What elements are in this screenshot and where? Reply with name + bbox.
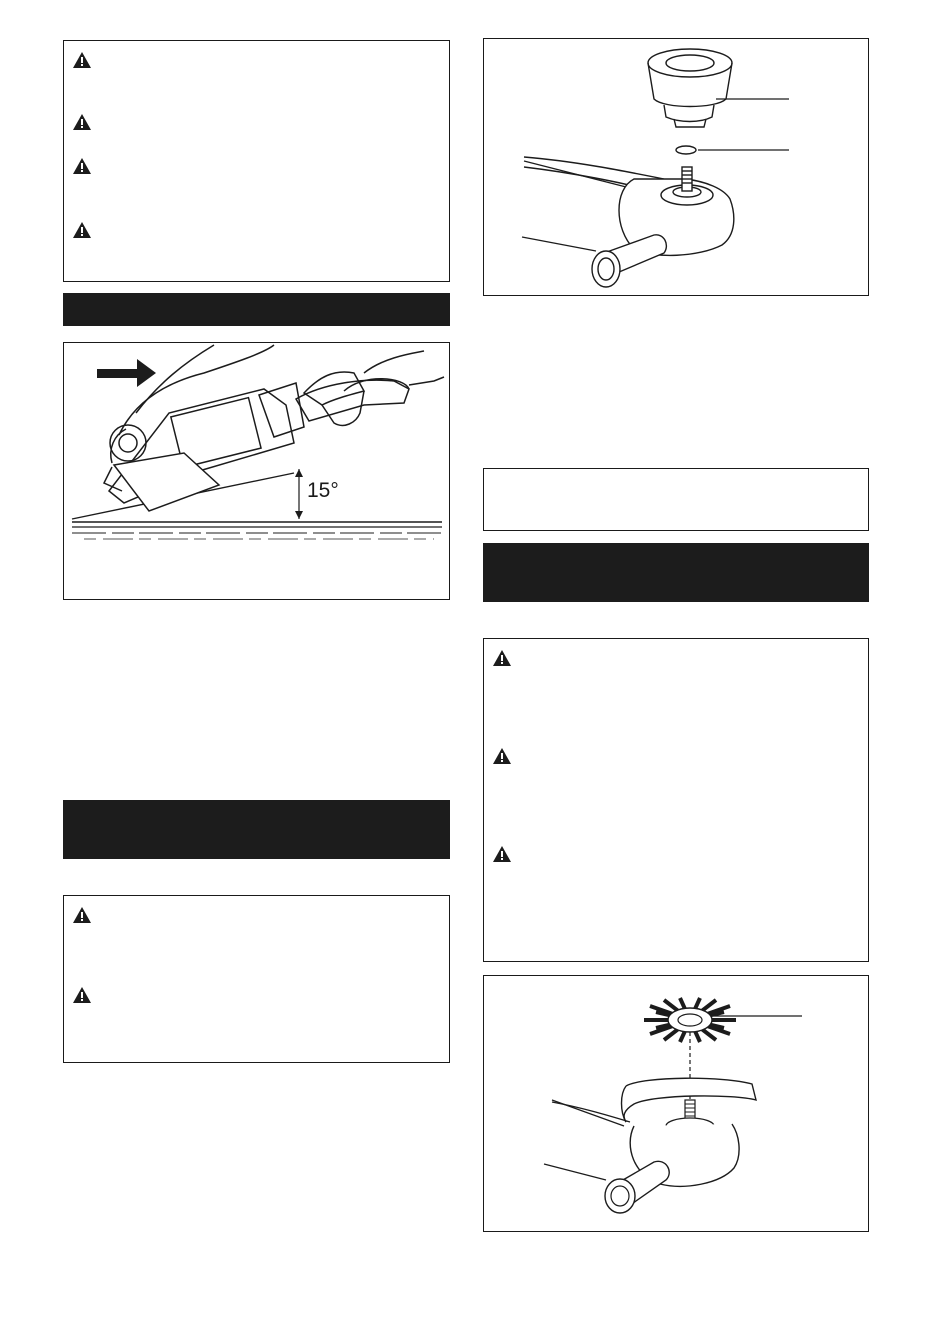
warning-triangle-icon — [72, 986, 92, 1004]
wire-wheel-illustration — [484, 976, 868, 1231]
warning-triangle-icon — [72, 221, 92, 239]
warning-triangle-icon — [492, 649, 512, 667]
figure-grinding-angle — [63, 342, 450, 600]
warning-box-bottom-left — [63, 895, 450, 1063]
note-box — [483, 468, 869, 531]
direction-arrow-icon — [97, 359, 156, 387]
warning-triangle-icon — [492, 747, 512, 765]
warning-box-top-left — [63, 40, 450, 282]
figure-cup-brush-install — [483, 38, 869, 296]
angle-label: 15° — [307, 479, 339, 502]
warning-triangle-icon — [72, 113, 92, 131]
warning-triangle-icon — [492, 845, 512, 863]
section-heading-bar — [63, 800, 450, 859]
cup-brush-illustration — [484, 39, 868, 295]
section-heading-bar — [63, 293, 450, 326]
warning-triangle-icon — [72, 157, 92, 175]
section-heading-bar — [483, 543, 869, 602]
warning-triangle-icon — [72, 51, 92, 69]
figure-wire-wheel-install — [483, 975, 869, 1232]
grinder-angle-illustration — [64, 343, 449, 599]
warning-box-right — [483, 638, 869, 962]
warning-triangle-icon — [72, 906, 92, 924]
